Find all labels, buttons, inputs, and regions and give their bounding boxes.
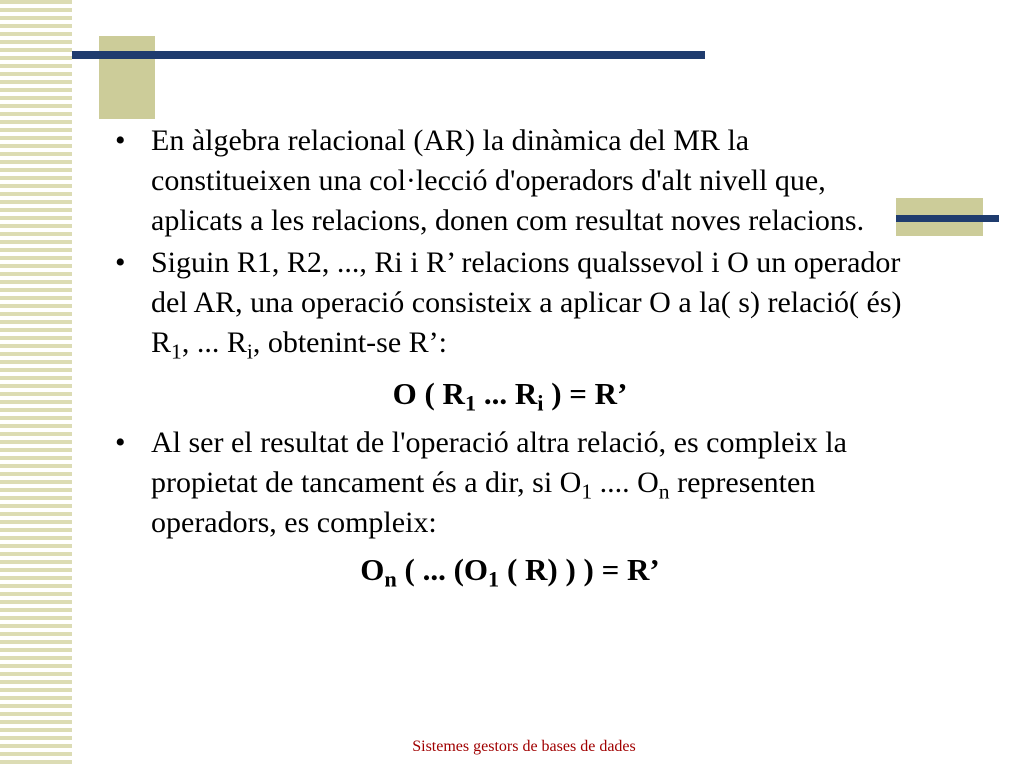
bullet-item-1 bbox=[115, 121, 905, 241]
bullet-marker: • bbox=[115, 426, 126, 459]
bullet-1-text: En àlgebra relacional (AR) la dinàmica del MR la constitueixen una col·lecció d'operadors d'alt nivell que, aplicats a les relacions, donen com resultat noves relacions. bbox=[151, 124, 865, 237]
subscript: 1 bbox=[171, 339, 182, 364]
bullet-marker: • bbox=[115, 124, 126, 157]
bullet-2-text-start: Siguin R1, R2, ..., Ri i R’ relacions qualssevol i O un operador del AR, una operació consisteix a aplicar O a la( s) relació( és) R bbox=[151, 246, 902, 359]
subscript: n bbox=[658, 479, 670, 504]
subscript: 1 bbox=[488, 566, 500, 592]
formula-part: O ( R bbox=[392, 376, 465, 411]
subscript: 1 bbox=[464, 390, 477, 416]
decorative-square-top bbox=[99, 36, 155, 119]
bullet-marker: • bbox=[115, 246, 126, 279]
formula-closure bbox=[115, 547, 905, 593]
decorative-stripes bbox=[0, 0, 72, 768]
bullet-2-text-mid: , ... R bbox=[181, 326, 247, 359]
subscript: i bbox=[537, 390, 544, 416]
bullet-item-2 bbox=[115, 243, 905, 363]
slide-content bbox=[115, 121, 905, 593]
formula-operation bbox=[115, 371, 905, 417]
bullet-3-text-end: representen operadors, es compleix: bbox=[151, 466, 816, 539]
bullet-3-text-start: Al ser el resultat de l'operació altra relació, es compleix la propietat de tancament és a dir, si O bbox=[151, 426, 847, 499]
formula-part: ( R) ) ) = R’ bbox=[499, 552, 660, 587]
bullet-3-text-mid: .... O bbox=[592, 466, 659, 499]
decorative-bar-top bbox=[72, 51, 705, 59]
bullet-2-text-end: , obtenint-se R’: bbox=[252, 326, 447, 359]
formula-part: ... R bbox=[476, 376, 538, 411]
bullet-item-3 bbox=[115, 423, 905, 543]
subscript: n bbox=[384, 566, 397, 592]
formula-part: O bbox=[360, 552, 385, 587]
decorative-bar-right bbox=[896, 215, 999, 222]
subscript: 1 bbox=[581, 479, 593, 504]
formula-part: ( ... (O bbox=[396, 552, 489, 587]
slide-footer: Sistemes gestors de bases de dades bbox=[412, 738, 636, 755]
subscript: i bbox=[246, 339, 253, 364]
formula-part: ) = R’ bbox=[543, 376, 628, 411]
